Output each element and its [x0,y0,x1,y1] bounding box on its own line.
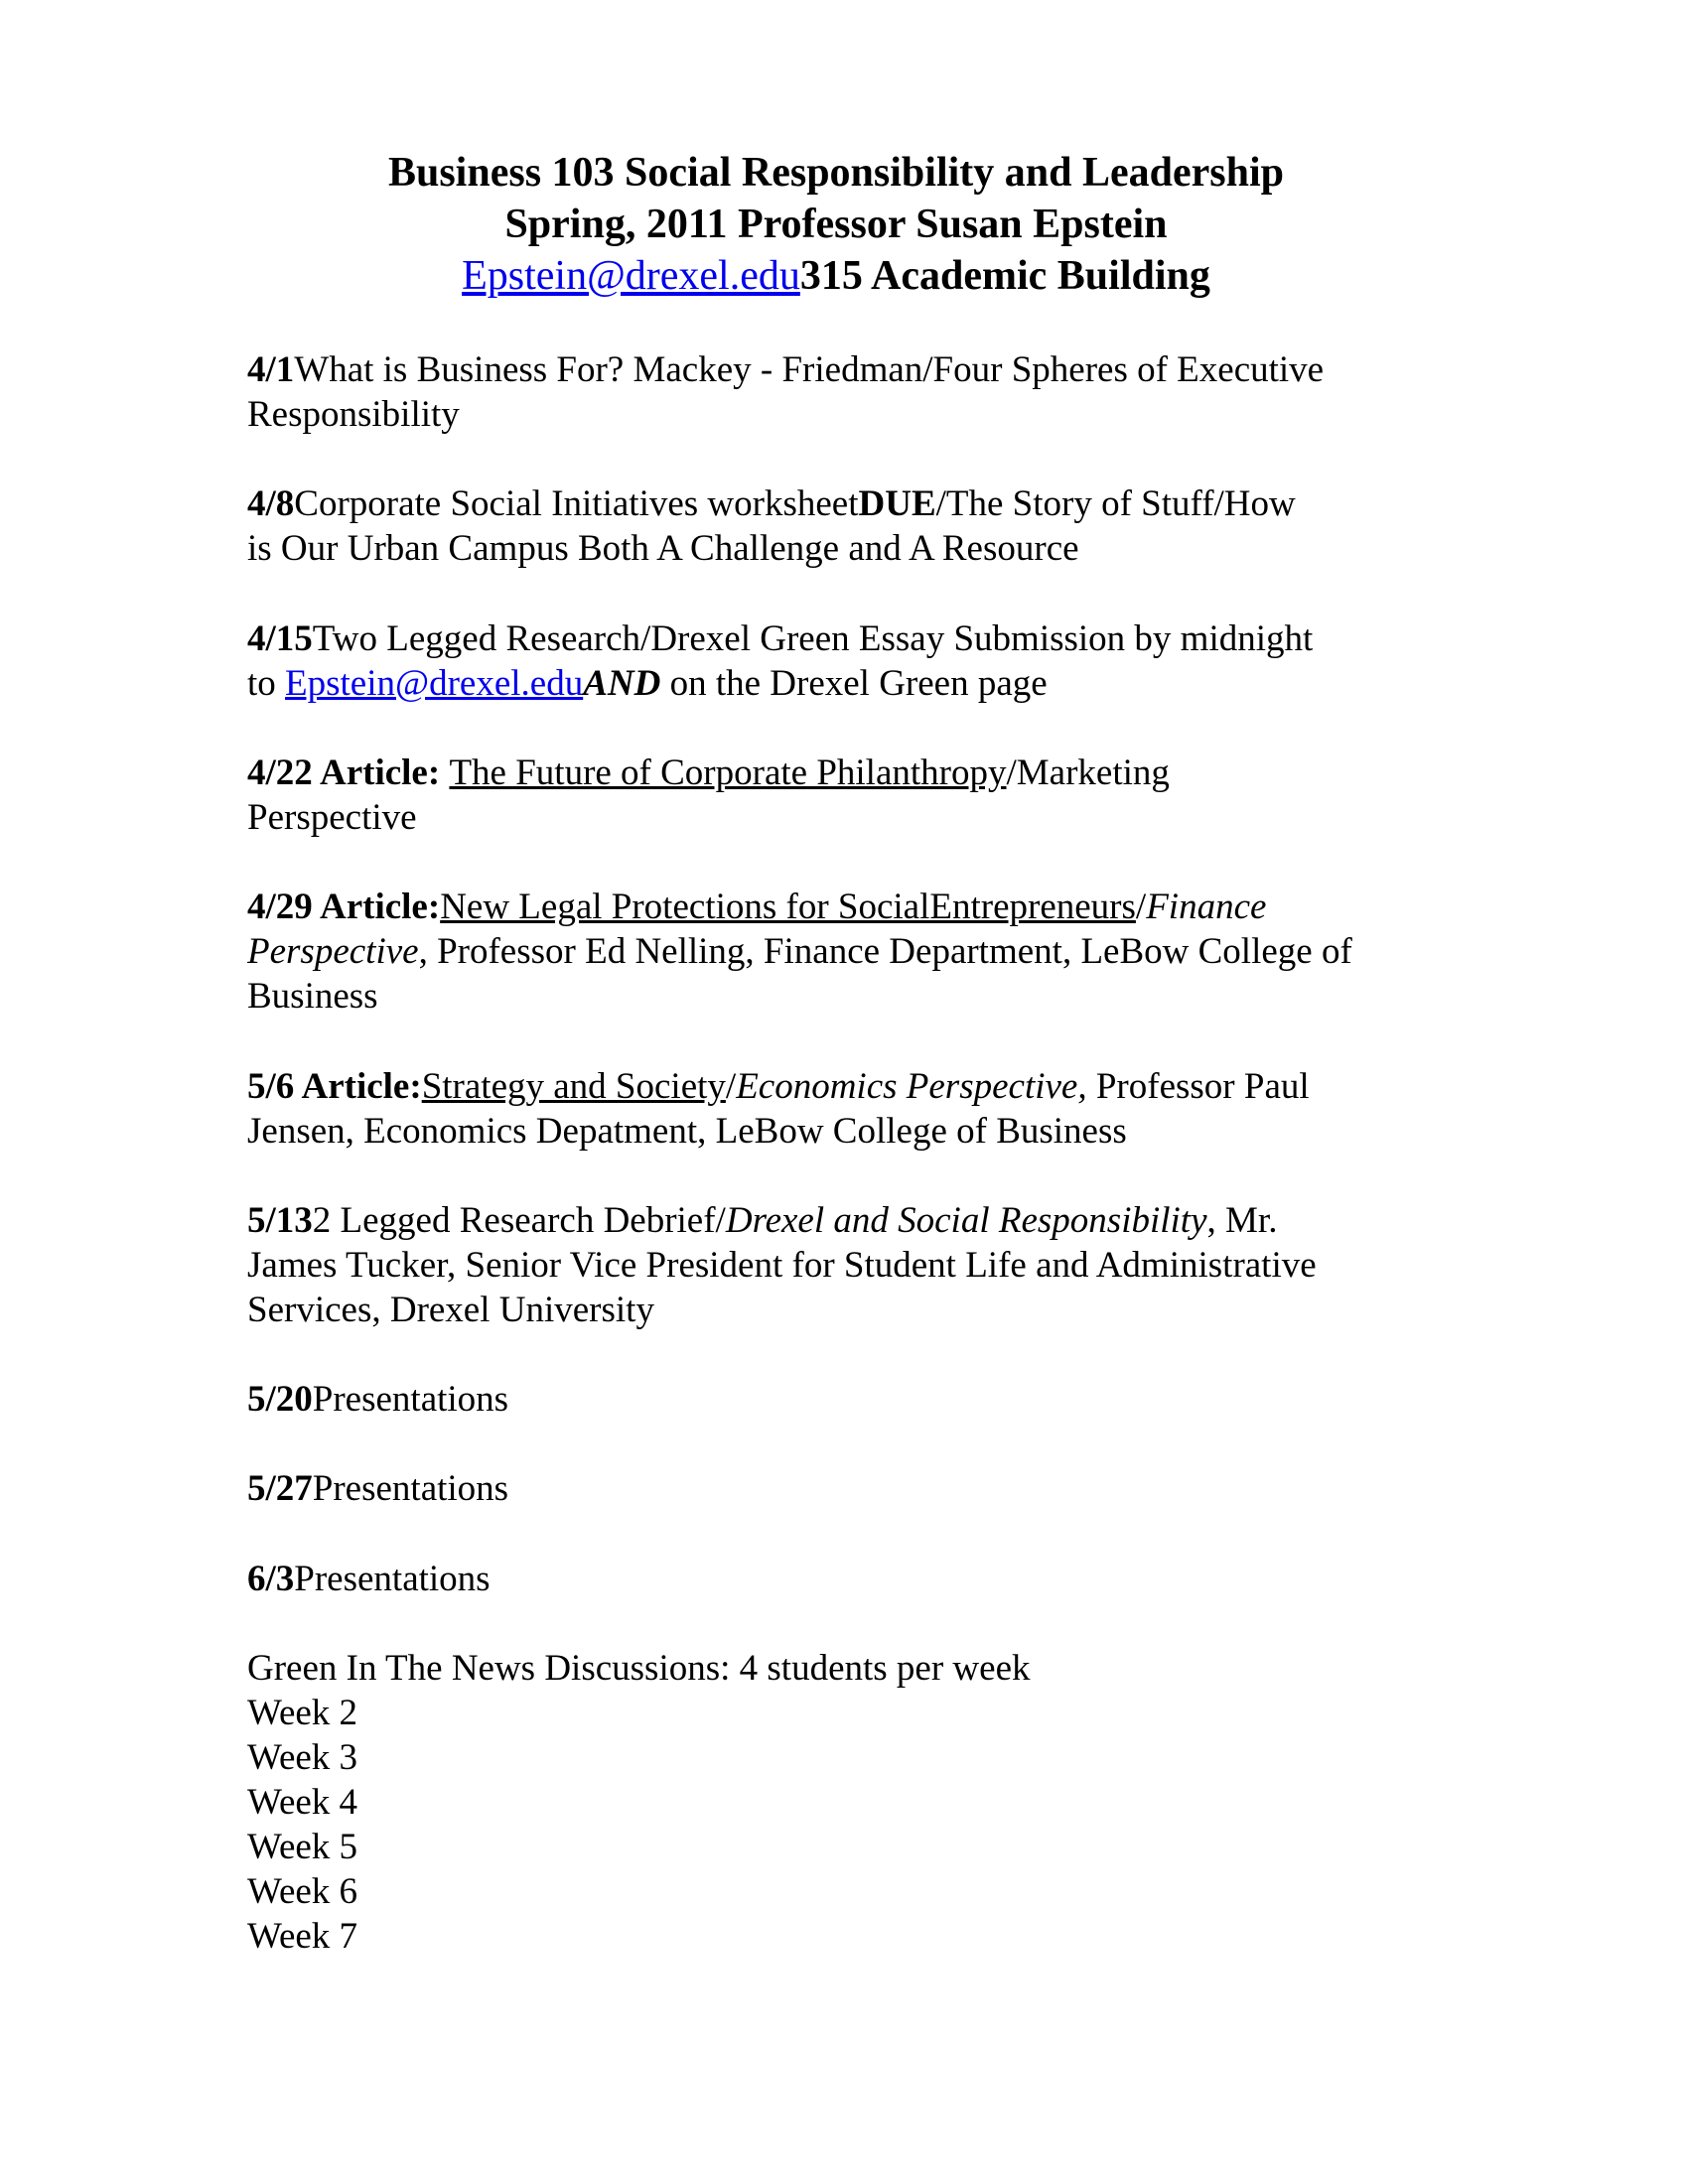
schedule-line [247,1466,1352,1511]
text-segment: James Tucker, Senior Vice President for Student Life and Administrative [247,1244,1317,1286]
email-link[interactable]: Epstein@drexel.edu [462,253,800,299]
schedule-line [247,661,1352,706]
schedule-line [247,1914,1352,1959]
text-segment: Week 5 [247,1827,358,1868]
schedule-line [247,1780,1352,1825]
schedule-line [247,1557,1352,1601]
schedule-line [247,392,1352,437]
text-segment: What is Business For? Mackey - Friedman/Four Spheres of Executive [294,349,1325,390]
text-segment: to [247,662,286,704]
schedule-line [247,1064,1352,1109]
schedule-line [247,526,1352,571]
schedule-line [247,1198,1352,1243]
blank-line [247,1154,1352,1198]
schedule-list [247,347,1352,1959]
text-segment: Jensen, Economics Depatment, LeBow College of Business [247,1110,1127,1152]
schedule-line [247,1825,1352,1869]
article-title: New Legal Protections for SocialEntrepreneurs [440,887,1136,928]
text-segment: 5/20 [247,1379,313,1421]
text-segment: Week 4 [247,1782,358,1823]
schedule-line [247,885,1352,929]
text-segment: Perspective [247,931,419,973]
schedule-line [247,1288,1352,1332]
text-segment: Economics Perspective, [736,1065,1087,1107]
schedule-line [247,1691,1352,1735]
text-segment: 4/29 Article: [247,887,441,928]
blank-line [247,840,1352,885]
text-segment: DUE [858,483,936,525]
text-segment: Two Legged Research/Drexel Green Essay Submission by midnight [312,617,1314,659]
schedule-line [247,347,1352,392]
blank-line [247,1601,1352,1646]
text-segment: 6/3 [247,1558,295,1599]
office-location: 315 Academic Building [799,253,1210,299]
schedule-line [247,1377,1352,1422]
schedule-line [247,1243,1352,1288]
text-segment: AND [583,662,661,704]
text-segment: 5/27 [247,1468,313,1510]
text-segment: 2 Legged Research Debrief/ [312,1199,726,1241]
schedule-line [247,751,1352,795]
text-segment: Drexel and Social Responsibility [725,1199,1207,1241]
text-segment: Presentations [294,1558,491,1599]
schedule-line [247,795,1352,840]
text-segment: Week 6 [247,1871,358,1913]
text-segment: /Marketing [1006,751,1170,793]
text-segment: 5/6 Article: [247,1065,422,1107]
text-segment: Services, Drexel University [247,1289,654,1330]
text-segment: / [1135,887,1147,928]
blank-line [247,1332,1352,1377]
schedule-line [247,1109,1352,1154]
schedule-line [247,616,1352,661]
text-segment: , Mr. [1206,1199,1278,1241]
text-segment: Responsibility [247,394,460,436]
text-segment: on the Drexel Green page [660,662,1048,704]
blank-line [247,571,1352,615]
document-header [0,147,1672,302]
email-link[interactable]: Epstein@drexel.edu [285,662,584,704]
text-segment: /The Story of Stuff/How [935,483,1296,525]
schedule-line [247,1735,1352,1780]
text-segment: Green In The News Discussions: 4 students per week [247,1647,1031,1689]
text-segment: Corporate Social Initiatives worksheet [294,483,859,525]
blank-line [247,1019,1352,1063]
text-segment: 4/8 [247,483,295,525]
text-segment: / [725,1065,737,1107]
text-segment: Week 7 [247,1916,358,1958]
course-title: Business 103 Social Responsibility and Leadership [387,150,1285,196]
term-and-professor: Spring, 2011 Professor Susan Epstein [504,202,1168,247]
text-segment: 4/22 Article: [247,751,450,793]
text-segment: is Our Urban Campus Both A Challenge and A Resource [247,528,1079,570]
blank-line [247,1422,1352,1466]
blank-line [247,437,1352,481]
text-segment: Week 3 [247,1736,358,1778]
text-segment: Presentations [312,1468,509,1510]
text-segment: Perspective [247,796,417,838]
schedule-line [247,1869,1352,1914]
schedule-line [247,1646,1352,1691]
text-segment: Professor Paul [1086,1065,1310,1107]
schedule-line [247,974,1352,1019]
schedule-line [247,929,1352,974]
text-segment: Business [247,976,378,1018]
text-segment: Week 2 [247,1692,358,1733]
schedule-line [247,481,1352,526]
text-segment: 5/13 [247,1199,313,1241]
text-segment: 4/1 [247,349,295,390]
article-title: Strategy and Society [421,1065,726,1107]
text-segment: Presentations [312,1379,509,1421]
text-segment: , Professor Ed Nelling, Finance Department, LeBow College of [418,931,1352,973]
blank-line [247,706,1352,751]
text-segment: Finance [1146,887,1267,928]
contact-line [0,250,1672,302]
article-title: The Future of Corporate Philanthropy [449,751,1007,793]
text-segment: 4/15 [247,617,313,659]
blank-line [247,1511,1352,1556]
